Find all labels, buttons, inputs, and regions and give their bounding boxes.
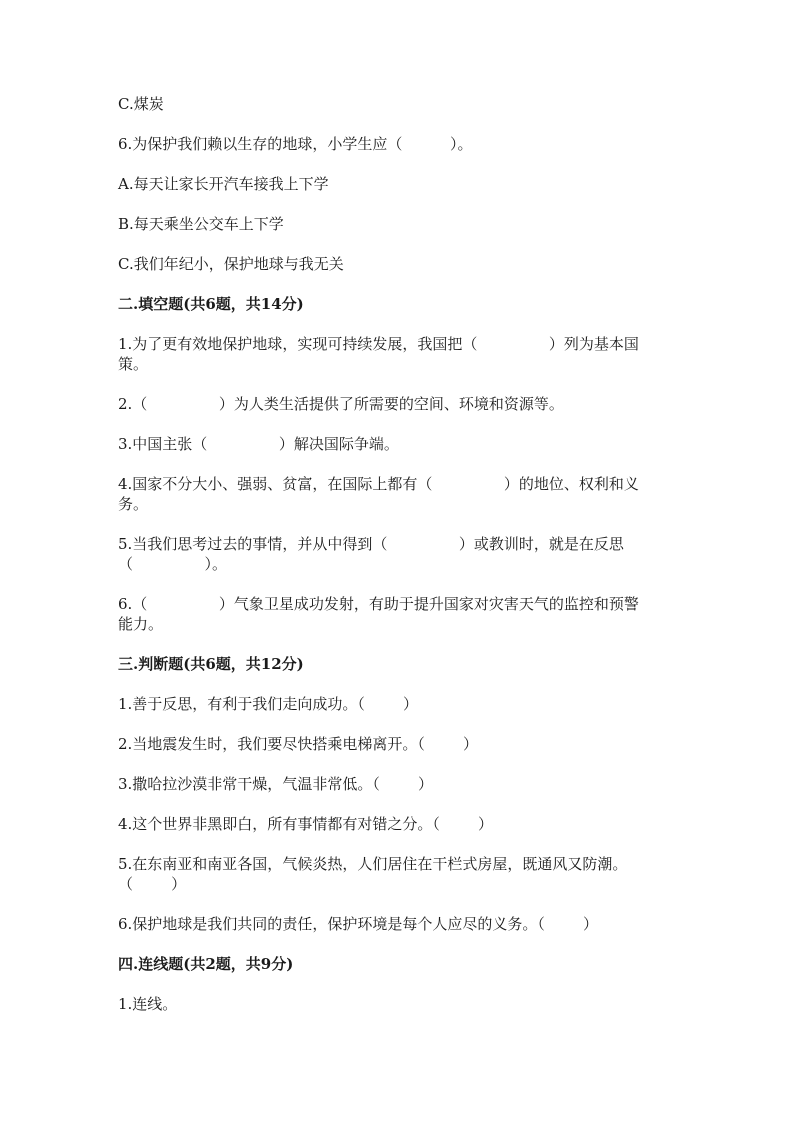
- judge-q2: 2.当地震发生时，我们要尽快搭乘电梯离开。（ ）: [118, 735, 478, 753]
- fill-q5-line2: （ ）。: [118, 555, 228, 573]
- section-3-heading: 三.判断题(共6题，共12分): [118, 655, 304, 673]
- fill-q3: 3.中国主张（ ）解决国际争端。: [118, 435, 399, 453]
- fill-q5-line1: 5.当我们思考过去的事情，并从中得到（ ）或教训时，就是在反思: [118, 535, 624, 553]
- judge-q4: 4.这个世界非黑即白，所有事情都有对错之分。（ ）: [118, 815, 493, 833]
- match-q1: 1.连线。: [118, 995, 178, 1013]
- judge-q6: 6.保护地球是我们共同的责任，保护环境是每个人应尽的义务。（ ）: [118, 915, 598, 933]
- judge-q1: 1.善于反思，有利于我们走向成功。（ ）: [118, 695, 418, 713]
- fill-q4-line2: 务。: [118, 495, 149, 513]
- option-b: B.每天乘坐公交车上下学: [118, 215, 284, 233]
- judge-q5-line1: 5.在东南亚和南亚各国，气候炎热，人们居住在干栏式房屋，既通风又防潮。: [118, 855, 628, 873]
- option-a: A.每天让家长开汽车接我上下学: [118, 175, 329, 193]
- judge-q3: 3.撒哈拉沙漠非常干燥，气温非常低。（ ）: [118, 775, 433, 793]
- fill-q1-line1: 1.为了更有效地保护地球，实现可持续发展，我国把（ ）列为基本国: [118, 335, 639, 353]
- question-6: 6.为保护我们赖以生存的地球，小学生应（ ）。: [118, 135, 473, 153]
- fill-q6-line2: 能力。: [118, 615, 164, 633]
- section-4-heading: 四.连线题(共2题，共9分): [118, 955, 294, 973]
- fill-q1-line2: 策。: [118, 355, 149, 373]
- fill-q4-line1: 4.国家不分大小、强弱、贫富，在国际上都有（ ）的地位、权利和义: [118, 475, 639, 493]
- section-2-heading: 二.填空题(共6题，共14分): [118, 295, 304, 313]
- fill-q6-line1: 6.（ ）气象卫星成功发射，有助于提升国家对灾害天气的监控和预警: [118, 595, 639, 613]
- option-c: C.我们年纪小，保护地球与我无关: [118, 255, 344, 273]
- fill-q2: 2.（ ）为人类生活提供了所需要的空间、环境和资源等。: [118, 395, 564, 413]
- option-c-coal: C.煤炭: [118, 95, 164, 113]
- judge-q5-line2: （ ）: [118, 875, 187, 893]
- exam-page: [118, 94, 678, 1014]
